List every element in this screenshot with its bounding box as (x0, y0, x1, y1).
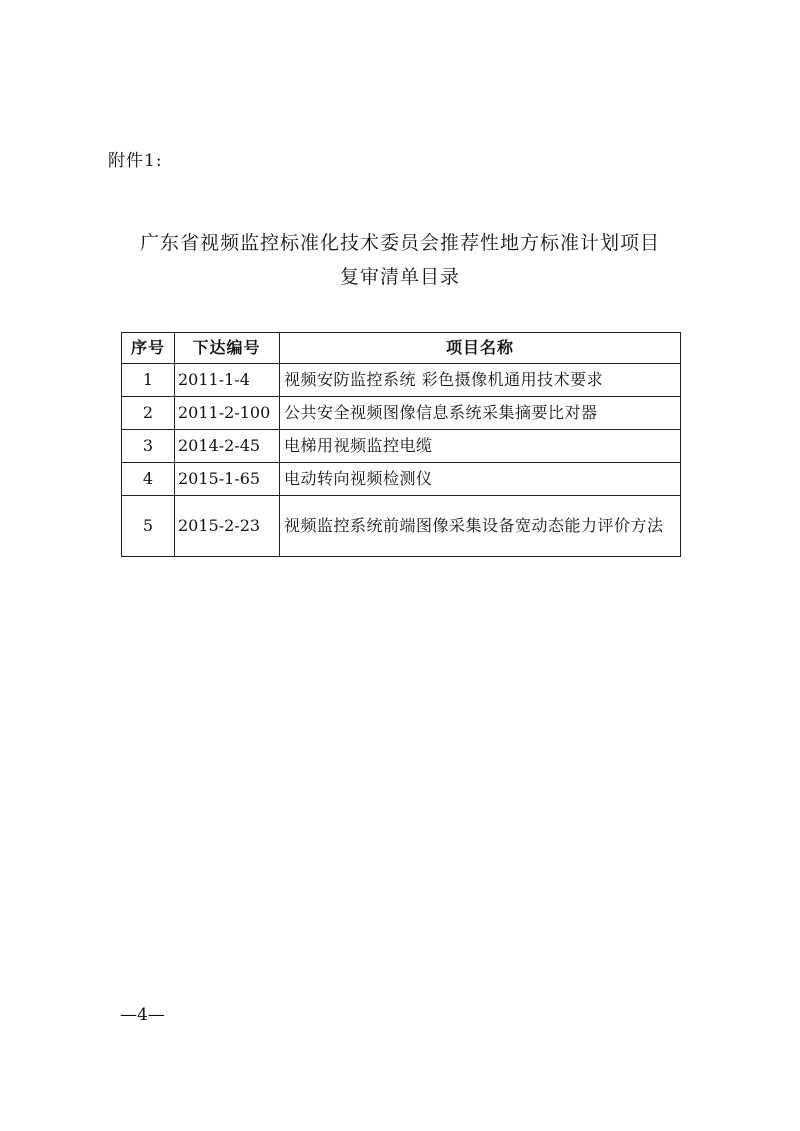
header-code: 下达编号 (175, 333, 280, 364)
row-name: 公共安全视频图像信息系统采集摘要比对器 (280, 397, 681, 430)
row-code: 2015-2-23 (175, 496, 280, 557)
row-no: 1 (122, 364, 175, 397)
row-no: 2 (122, 397, 175, 430)
row-no: 4 (122, 463, 175, 496)
row-code: 2011-1-4 (175, 364, 280, 397)
table-row (122, 397, 681, 430)
row-code: 2014-2-45 (175, 430, 280, 463)
row-code: 2011-2-100 (175, 397, 280, 430)
table-header-row (122, 333, 681, 364)
header-name: 项目名称 (280, 333, 681, 364)
table-row (122, 364, 681, 397)
attachment-label: 附件1: (108, 151, 163, 171)
row-name: 视频安防监控系统 彩色摄像机通用技术要求 (280, 364, 681, 397)
document-title-line-1: 广东省视频监控标准化技术委员会推荐性地方标准计划项目 (139, 232, 660, 254)
row-no: 5 (122, 496, 175, 557)
document-title-line-2: 复审清单目录 (339, 266, 460, 288)
page-number: —4— (120, 1005, 165, 1025)
table-row (122, 463, 681, 496)
table-row (122, 430, 681, 463)
row-no: 3 (122, 430, 175, 463)
row-name: 视频监控系统前端图像采集设备宽动态能力评价方法 (280, 496, 681, 557)
row-name: 电梯用视频监控电缆 (280, 430, 681, 463)
row-name: 电动转向视频检测仪 (280, 463, 681, 496)
project-catalog-table (121, 332, 681, 557)
table-row (122, 496, 681, 557)
row-code: 2015-1-65 (175, 463, 280, 496)
header-no: 序号 (122, 333, 175, 364)
